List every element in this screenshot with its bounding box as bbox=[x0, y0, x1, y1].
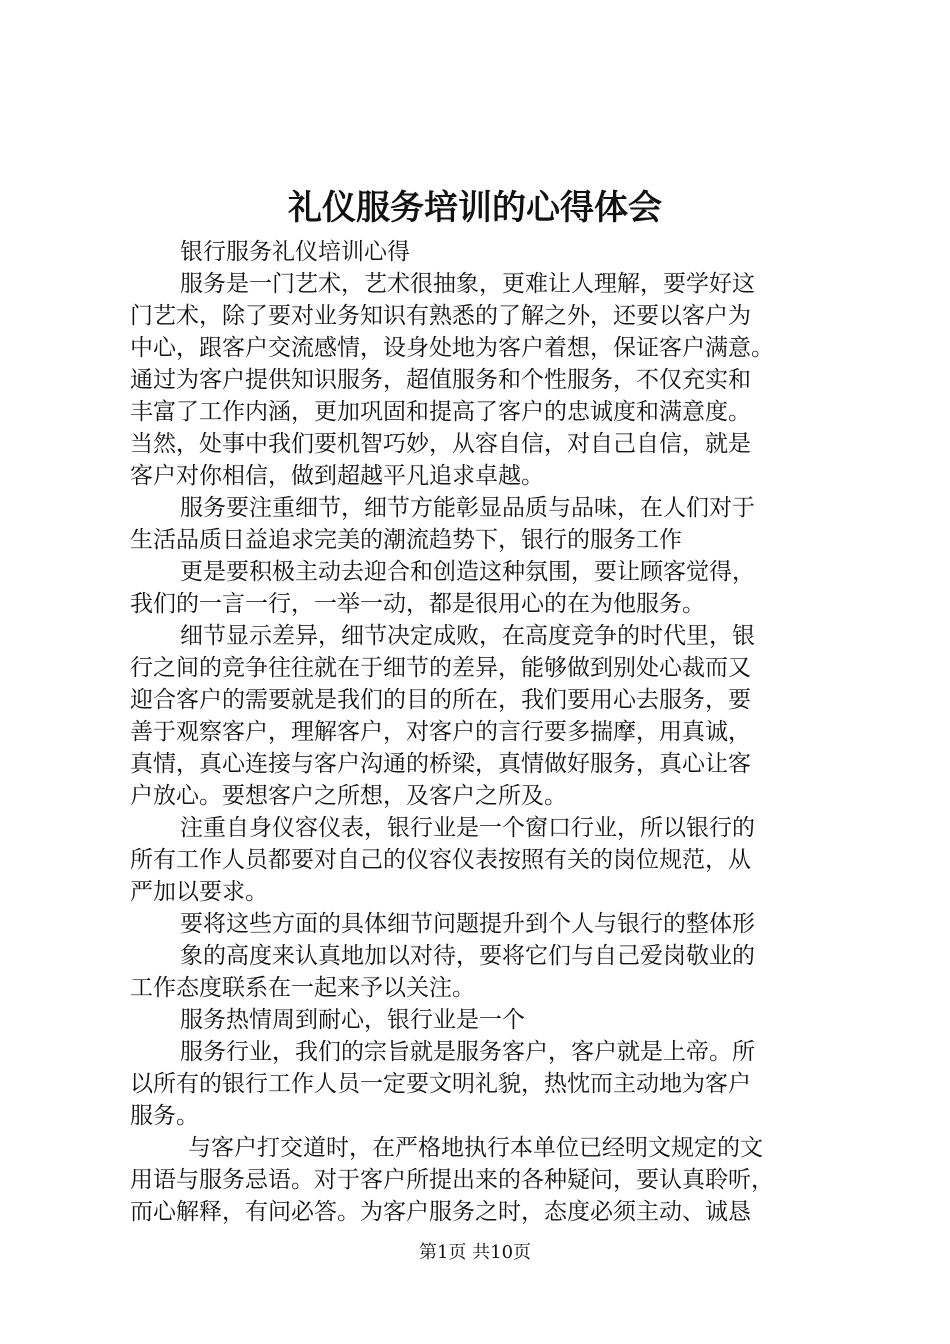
text-line: 服务是一门艺术，艺术很抽象，更难让人理解，要学好这 bbox=[180, 271, 755, 297]
text-line: 中心，跟客户交流感情，设身处地为客户着想，保证客户满意。 bbox=[130, 335, 774, 361]
text-line: 善于观察客户，理解客户，对客户的言行要多揣摩，用真诚， bbox=[130, 719, 751, 745]
text-line: 细节显示差异，细节决定成败，在高度竞争的时代里，银 bbox=[180, 623, 755, 649]
text-line: 所有工作人员都要对自己的仪容仪表按照有关的岗位规范，从 bbox=[130, 847, 751, 873]
document-body bbox=[130, 236, 830, 1228]
text-line: 户放心。要想客户之所想，及客户之所及。 bbox=[130, 783, 567, 809]
text-line: 我们的一言一行，一举一动，都是很用心的在为他服务。 bbox=[130, 591, 705, 617]
text-line: 以所有的银行工作人员一定要文明礼貌，热忱而主动地为客户 bbox=[130, 1071, 751, 1097]
text-line: 迎合客户的需要就是我们的目的所在，我们要用心去服务，要 bbox=[130, 687, 751, 713]
text-line: 通过为客户提供知识服务，超值服务和个性服务，不仅充实和 bbox=[130, 367, 751, 393]
text-line: 要将这些方面的具体细节问题提升到个人与银行的整体形 bbox=[180, 911, 755, 937]
text-line: 与客户打交道时，在严格地执行本单位已经明文规定的文 bbox=[188, 1135, 763, 1161]
text-line: 服务行业，我们的宗旨就是服务客户，客户就是上帝。所 bbox=[180, 1039, 755, 1065]
text-line: 客户对你相信，做到超越平凡追求卓越。 bbox=[130, 463, 544, 489]
text-line: 门艺术，除了要对业务知识有熟悉的了解之外，还要以客户为 bbox=[130, 303, 751, 329]
text-line: 服务热情周到耐心，银行业是一个 bbox=[180, 1007, 525, 1033]
document-title: 礼仪服务培训的心得体会 bbox=[288, 188, 662, 228]
text-line: 服务。 bbox=[130, 1103, 199, 1129]
text-line: 严加以要求。 bbox=[130, 879, 268, 905]
text-line: 服务要注重细节，细节方能彰显品质与品味，在人们对于 bbox=[180, 495, 755, 521]
text-line: 真情，真心连接与客户沟通的桥梁，真情做好服务，真心让客 bbox=[130, 751, 751, 777]
text-line: 当然，处事中我们要机智巧妙，从容自信，对自己自信，就是 bbox=[130, 431, 751, 457]
subtitle-line: 银行服务礼仪培训心得 bbox=[180, 239, 410, 265]
text-line: 行之间的竞争往往就在于细节的差异，能够做到别处心裁而又 bbox=[130, 655, 751, 681]
text-line: 生活品质日益追求完美的潮流趋势下，银行的服务工作 bbox=[130, 527, 682, 553]
text-line: 更是要积极主动去迎合和创造这种氛围，要让顾客觉得， bbox=[180, 559, 755, 585]
text-line: 用语与服务忌语。对于客户所提出来的各种疑问，要认真聆听， bbox=[130, 1167, 774, 1193]
text-line: 丰富了工作内涵，更加巩固和提高了客户的忠诚度和满意度。 bbox=[130, 399, 751, 425]
text-line: 工作态度联系在一起来予以关注。 bbox=[130, 975, 475, 1001]
text-line: 而心解释，有问必答。为客户服务之时，态度必须主动、诚恳 bbox=[130, 1199, 751, 1225]
text-line: 象的高度来认真地加以对待，要将它们与自己爱岗敬业的 bbox=[180, 943, 755, 969]
page-number: 第1页 共10页 bbox=[418, 1242, 532, 1263]
text-line: 注重自身仪容仪表，银行业是一个窗口行业，所以银行的 bbox=[180, 815, 755, 841]
